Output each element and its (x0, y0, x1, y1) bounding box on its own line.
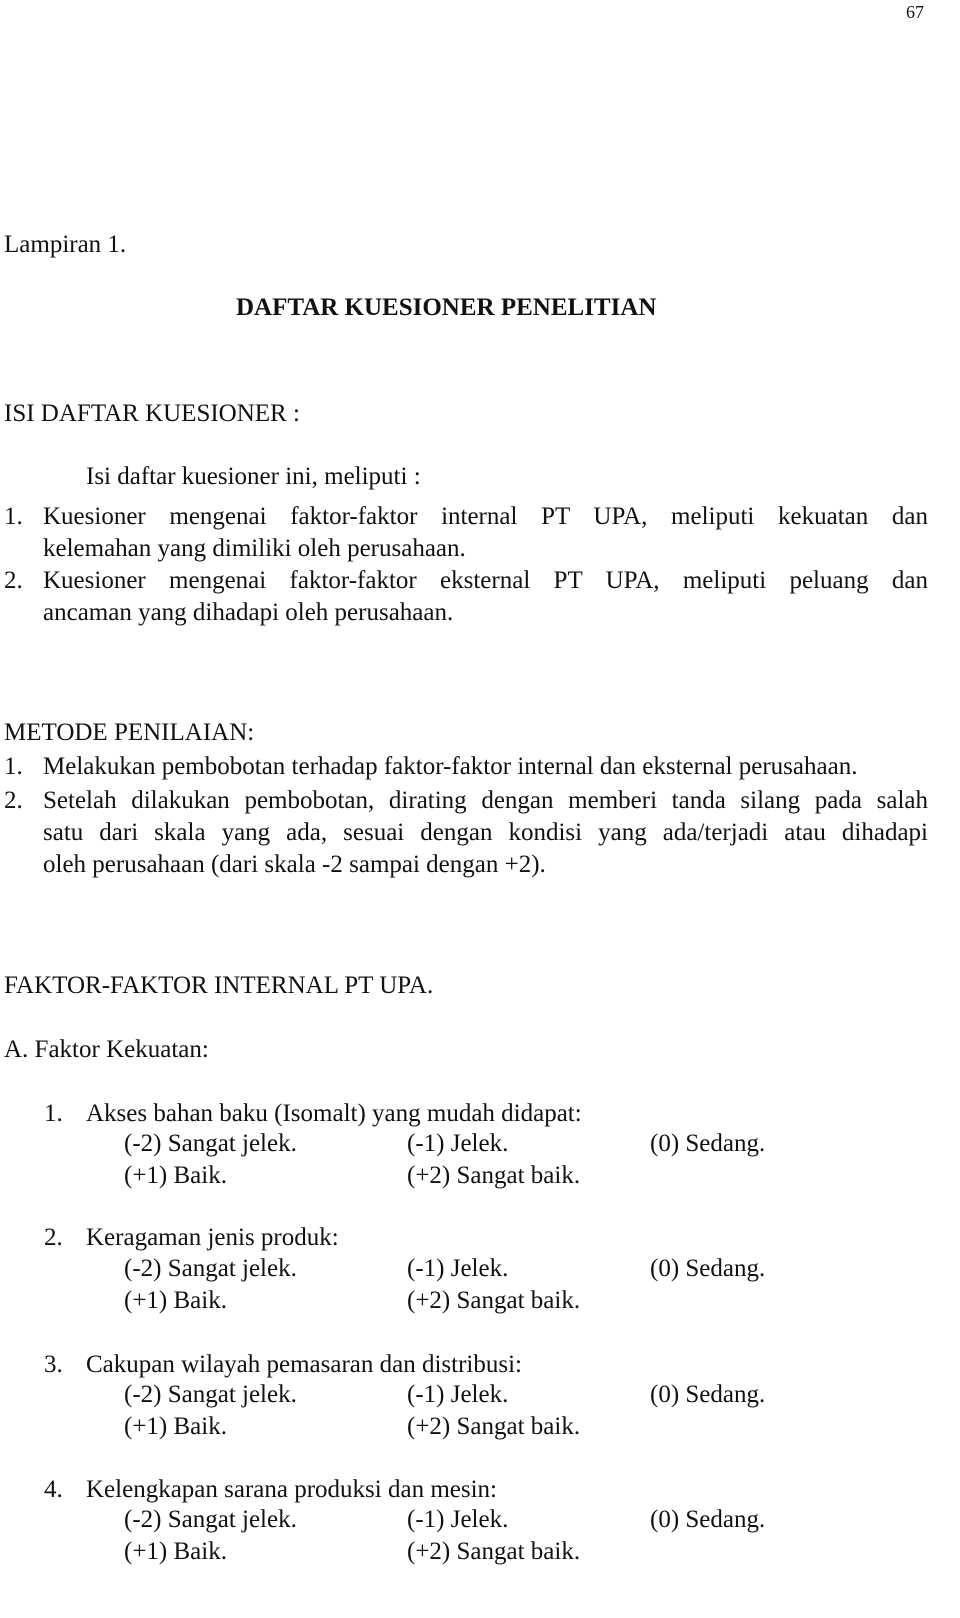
question-2-option-plus-2: (+2) Sangat baik. (407, 1287, 581, 1314)
question-3-text: Cakupan wilayah pemasaran dan distribusi: (86, 1351, 522, 1378)
question-4-option-plus-2: (+2) Sangat baik. (407, 1538, 581, 1565)
isi-item-2-line-2: ancaman yang dihadapi oleh perusahaan. (43, 599, 454, 626)
question-1-option-plus-1: (+1) Baik. (124, 1162, 227, 1189)
question-4-text: Kelengkapan sarana produksi dan mesin: (86, 1476, 497, 1503)
question-2-option-minus-1: (-1) Jelek. (407, 1255, 509, 1282)
metode-item-2-number: 2. (4, 787, 23, 814)
question-1-text: Akses bahan baku (Isomalt) yang mudah didapat: (86, 1100, 582, 1127)
isi-heading: ISI DAFTAR KUESIONER : (4, 400, 300, 427)
metode-heading: METODE PENILAIAN: (4, 719, 255, 746)
section-a-heading: A. Faktor Kekuatan: (4, 1036, 209, 1063)
isi-item-1-line-2: kelemahan yang dimiliki oleh perusahaan. (43, 535, 466, 562)
question-2-option-minus-2: (-2) Sangat jelek. (124, 1255, 297, 1282)
isi-item-2-number: 2. (4, 567, 23, 594)
question-1-option-minus-1: (-1) Jelek. (407, 1130, 509, 1157)
question-4-option-plus-1: (+1) Baik. (124, 1538, 227, 1565)
metode-item-2-line-2: satu dari skala yang ada, sesuai dengan kondisi yang ada/terjadi atau dihadapi (43, 819, 928, 846)
question-3-option-plus-2: (+2) Sangat baik. (407, 1413, 581, 1440)
metode-item-2-line-3: oleh perusahaan (dari skala -2 sampai dengan +2). (43, 851, 546, 878)
metode-item-2-line-1: Setelah dilakukan pembobotan, dirating dengan memberi tanda silang pada salah (43, 787, 928, 814)
question-3-number: 3. (44, 1351, 63, 1378)
question-2-text: Keragaman jenis produk: (86, 1224, 339, 1251)
metode-item-1-line-1: Melakukan pembobotan terhadap faktor-faktor internal dan eksternal perusahaan. (43, 753, 858, 780)
question-2-number: 2. (44, 1224, 63, 1251)
question-4-option-zero: (0) Sedang. (650, 1506, 766, 1533)
question-1-option-plus-2: (+2) Sangat baik. (407, 1162, 581, 1189)
question-4-number: 4. (44, 1476, 63, 1503)
isi-item-1-line-1: Kuesioner mengenai faktor-faktor internal PT UPA, meliputi kekuatan dan (43, 503, 928, 530)
question-1-number: 1. (44, 1100, 63, 1127)
question-1-option-zero: (0) Sedang. (650, 1130, 766, 1157)
question-3-option-zero: (0) Sedang. (650, 1381, 766, 1408)
isi-item-1-number: 1. (4, 503, 23, 530)
question-2-option-zero: (0) Sedang. (650, 1255, 766, 1282)
question-1-option-minus-2: (-2) Sangat jelek. (124, 1130, 297, 1157)
internal-heading: FAKTOR-FAKTOR INTERNAL PT UPA. (4, 972, 434, 999)
appendix-label: Lampiran 1. (4, 231, 127, 258)
question-3-option-plus-1: (+1) Baik. (124, 1413, 227, 1440)
question-2-option-plus-1: (+1) Baik. (124, 1287, 227, 1314)
isi-item-2-line-1: Kuesioner mengenai faktor-faktor eksternal PT UPA, meliputi peluang dan (43, 567, 928, 594)
page-number: 67 (906, 2, 924, 22)
question-3-option-minus-1: (-1) Jelek. (407, 1381, 509, 1408)
question-4-option-minus-2: (-2) Sangat jelek. (124, 1506, 297, 1533)
metode-item-1-number: 1. (4, 753, 23, 780)
document-title: DAFTAR KUESIONER PENELITIAN (236, 294, 657, 321)
question-3-option-minus-2: (-2) Sangat jelek. (124, 1381, 297, 1408)
question-4-option-minus-1: (-1) Jelek. (407, 1506, 509, 1533)
isi-intro: Isi daftar kuesioner ini, meliputi : (86, 463, 421, 490)
